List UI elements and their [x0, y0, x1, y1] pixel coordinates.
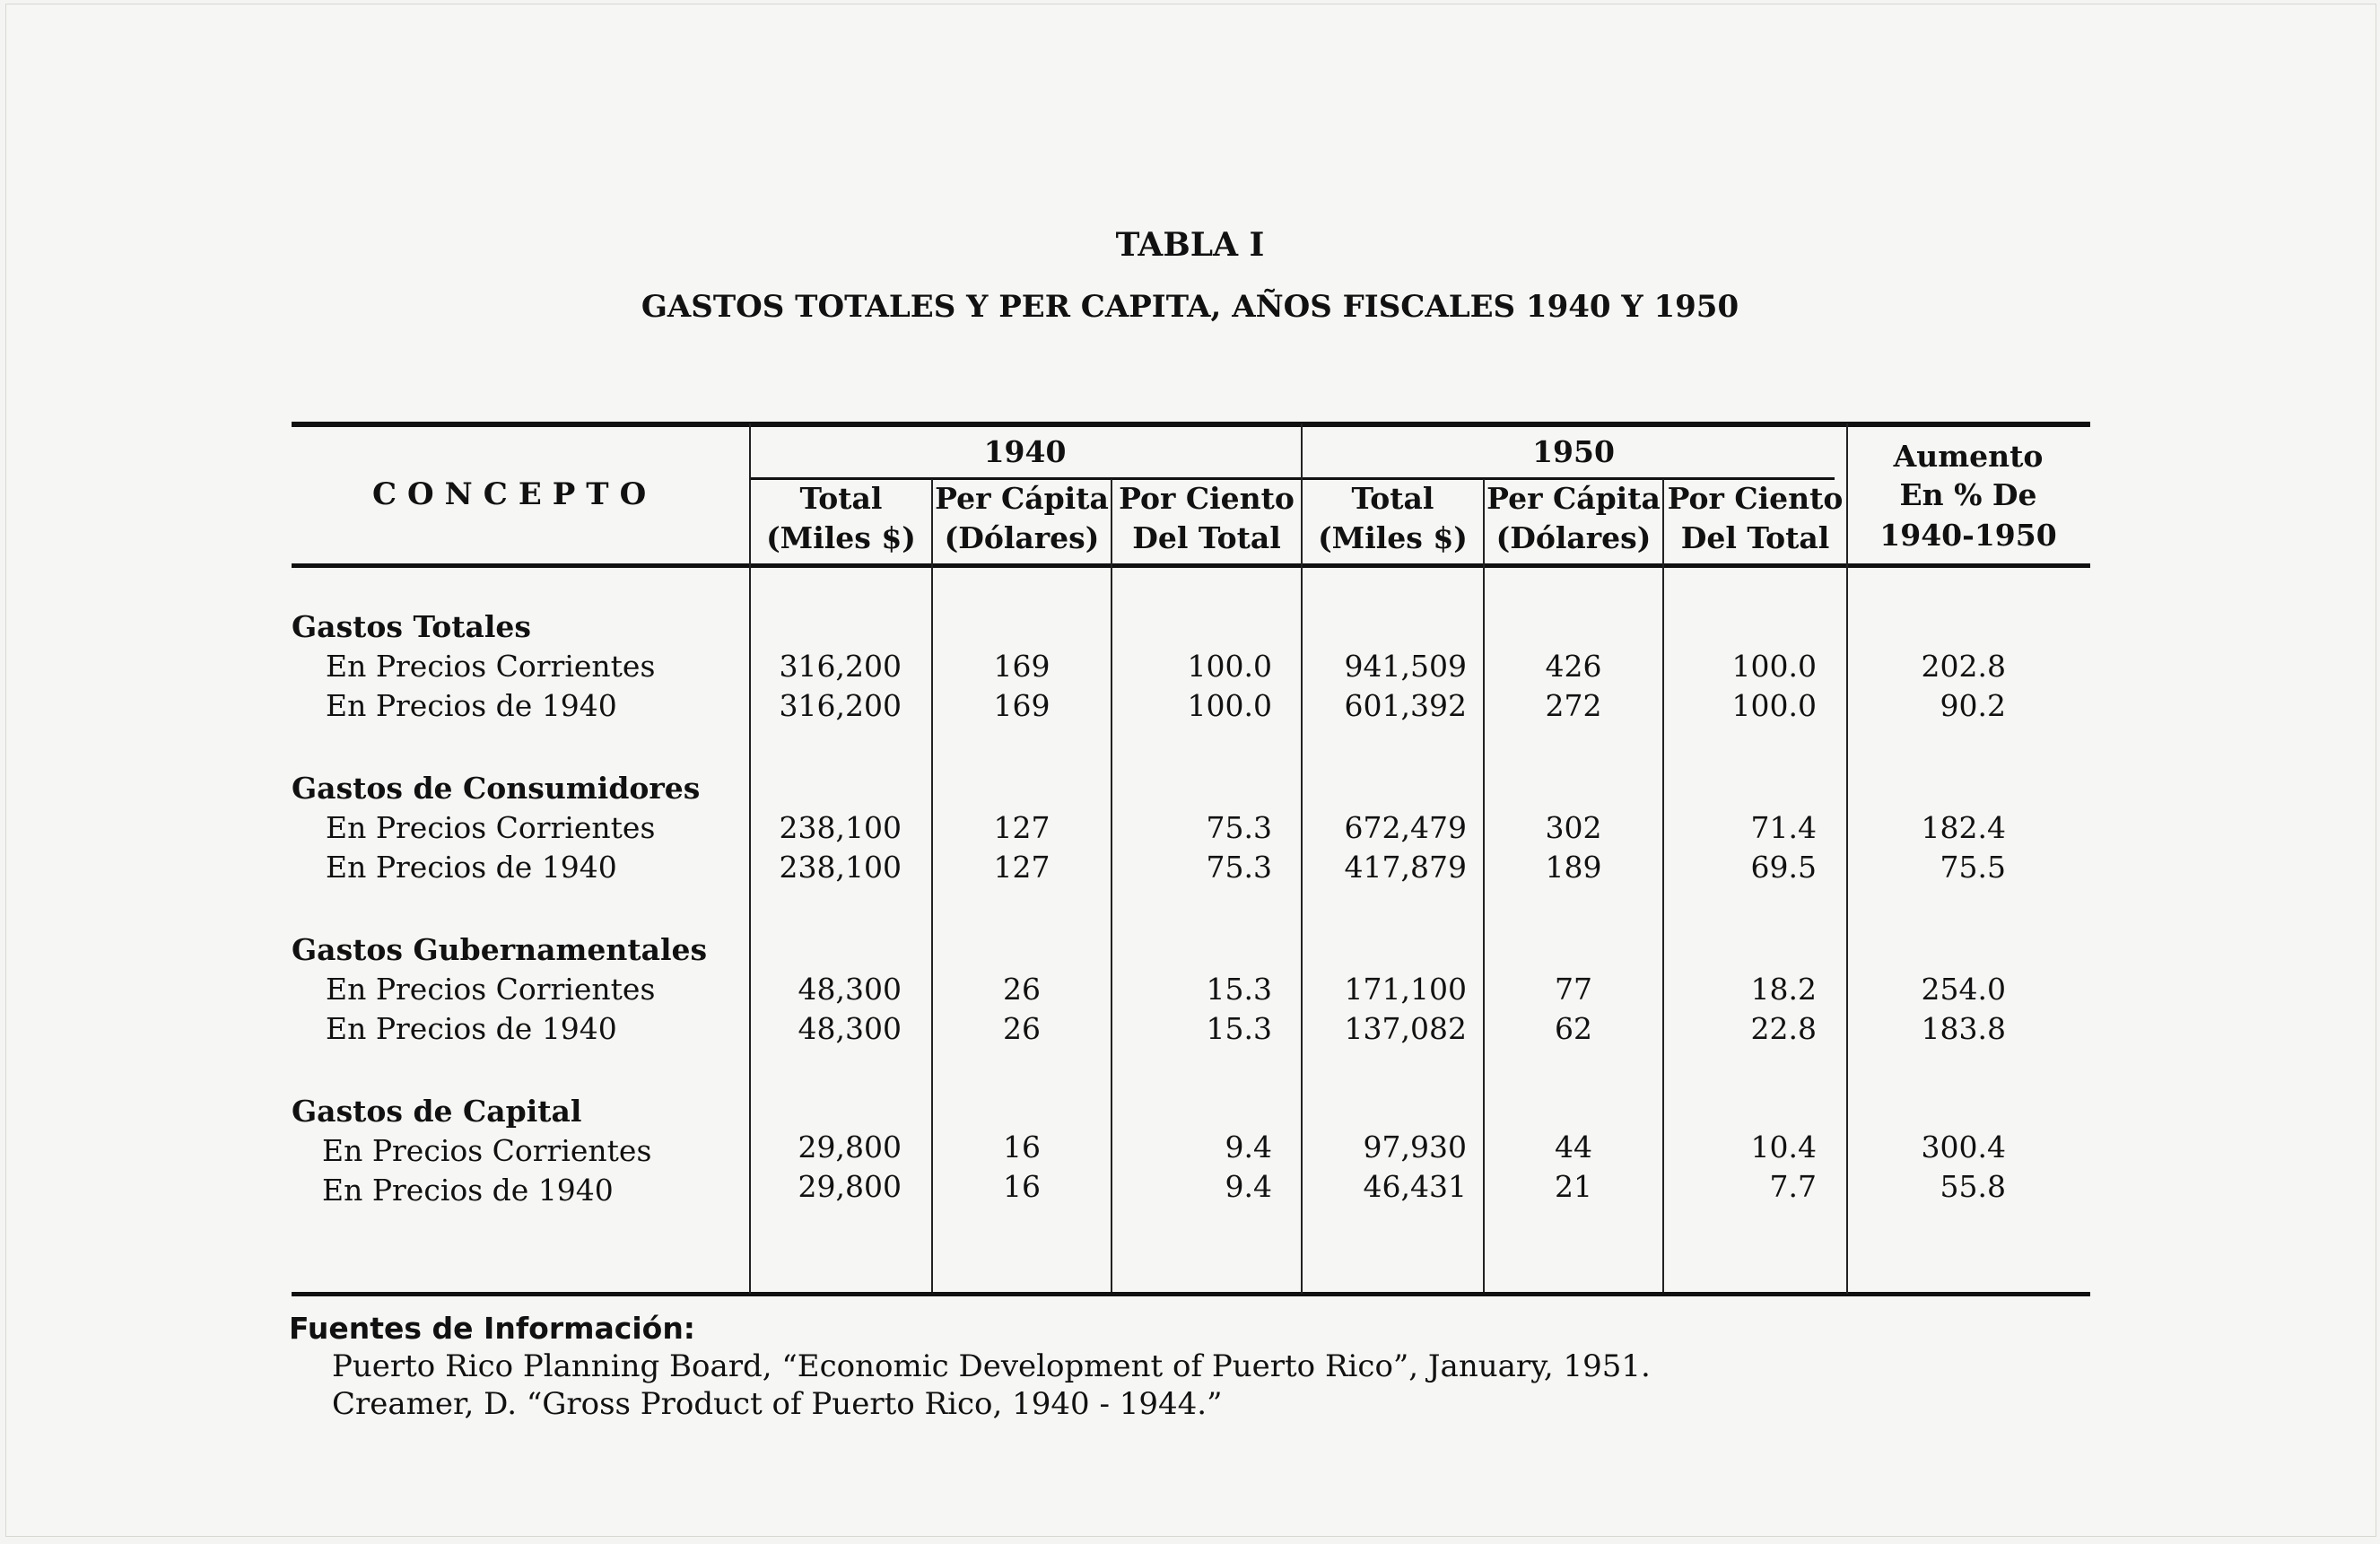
table-cell: 29,800 — [798, 1130, 902, 1165]
table-cell: 941,509 — [1344, 649, 1467, 684]
table-cell: 22.8 — [1750, 1011, 1817, 1046]
table-cell: 90.2 — [1940, 688, 2006, 723]
increase-header-line2: En % De — [1899, 477, 2037, 512]
table-cell: 7.7 — [1769, 1169, 1817, 1204]
table-cell: 46,431 — [1363, 1169, 1467, 1204]
year-1940-header: 1940 — [983, 434, 1067, 469]
table-cell: 16 — [1003, 1169, 1041, 1204]
source-line: Puerto Rico Planning Board, “Economic Development of Puerto Rico”, January, 1951. — [332, 1348, 1651, 1384]
row-label: En Precios Corrientes — [326, 649, 656, 684]
table-cell: 100.0 — [1187, 688, 1272, 723]
table-cell: 100.0 — [1731, 688, 1817, 723]
table-cell: 75.3 — [1206, 810, 1272, 845]
subheader-total-1940: Total (Miles $) — [766, 481, 916, 555]
top-rule — [292, 422, 2090, 427]
header-bottom-rule — [292, 563, 2090, 568]
group-title: Gastos de Capital — [292, 1094, 582, 1129]
subheader-percent-1950: Por Ciento Del Total — [1667, 481, 1844, 555]
table-cell: 75.3 — [1206, 850, 1272, 885]
table-cell: 100.0 — [1187, 649, 1272, 684]
group-title: Gastos de Consumidores — [292, 771, 701, 806]
table-cell: 48,300 — [798, 1011, 902, 1046]
table-cell: 75.5 — [1940, 850, 2006, 885]
table-cell: 426 — [1545, 649, 1602, 684]
table-cell: 672,479 — [1344, 810, 1467, 845]
row-label: En Precios Corrientes — [326, 972, 656, 1007]
bottom-rule — [292, 1292, 2090, 1296]
table-cell: 15.3 — [1206, 972, 1272, 1007]
row-label: En Precios de 1940 — [322, 1173, 614, 1208]
concept-header: CONCEPTO — [372, 476, 658, 512]
subheader-total-1950: Total (Miles $) — [1318, 481, 1468, 555]
table-cell: 15.3 — [1206, 1011, 1272, 1046]
table-cell: 77 — [1555, 972, 1592, 1007]
table-cell: 69.5 — [1750, 850, 1817, 885]
table-cell: 183.8 — [1921, 1011, 2006, 1046]
table-cell: 26 — [1003, 1011, 1041, 1046]
table-cell: 238,100 — [779, 810, 902, 845]
sources-title: Fuentes de Información: — [289, 1311, 696, 1346]
group-title: Gastos Gubernamentales — [292, 932, 708, 967]
increase-header-line3: 1940-1950 — [1879, 518, 2057, 553]
subheader-percapita-1950: Per Cápita (Dólares) — [1486, 481, 1661, 555]
row-label: En Precios de 1940 — [326, 850, 617, 885]
subheader-percapita-1940: Per Cápita (Dólares) — [935, 481, 1109, 555]
table-cell: 29,800 — [798, 1169, 902, 1204]
table-cell: 137,082 — [1344, 1011, 1467, 1046]
table-cell: 300.4 — [1921, 1130, 2006, 1165]
year-rule-1940 — [749, 477, 1835, 480]
table-cell: 10.4 — [1750, 1130, 1817, 1165]
table-cell: 417,879 — [1344, 850, 1467, 885]
table-cell: 171,100 — [1344, 972, 1467, 1007]
row-label: En Precios Corrientes — [326, 810, 656, 845]
table-cell: 26 — [1003, 972, 1041, 1007]
table-cell: 254.0 — [1921, 972, 2006, 1007]
table-cell: 44 — [1555, 1130, 1592, 1165]
table-cell: 48,300 — [798, 972, 902, 1007]
table-cell: 202.8 — [1921, 649, 2006, 684]
table-cell: 169 — [993, 688, 1051, 723]
table-cell: 100.0 — [1731, 649, 1817, 684]
table-cell: 316,200 — [779, 688, 902, 723]
table-cell: 9.4 — [1225, 1130, 1272, 1165]
year-1950-header: 1950 — [1532, 434, 1615, 469]
row-label: En Precios de 1940 — [326, 1011, 617, 1046]
group-title: Gastos Totales — [292, 609, 531, 644]
table-cell: 127 — [993, 850, 1051, 885]
table-cell: 238,100 — [779, 850, 902, 885]
table-cell: 21 — [1555, 1169, 1592, 1204]
sources-block — [289, 1310, 1651, 1423]
source-line: Creamer, D. “Gross Product of Puerto Rico, 1940 - 1944.” — [332, 1386, 1223, 1422]
table-label: TABLA I — [1115, 226, 1265, 264]
table-cell: 55.8 — [1940, 1169, 2006, 1204]
table-cell: 71.4 — [1750, 810, 1817, 845]
table-cell: 182.4 — [1921, 810, 2006, 845]
table-cell: 18.2 — [1750, 972, 1817, 1007]
table-cell: 272 — [1545, 688, 1602, 723]
subheader-percent-1940: Por Ciento Del Total — [1119, 481, 1295, 555]
table-cell: 169 — [993, 649, 1051, 684]
table-cell: 302 — [1545, 810, 1602, 845]
expenditure-table — [292, 422, 2090, 1296]
table-cell: 16 — [1003, 1130, 1041, 1165]
table-cell: 9.4 — [1225, 1169, 1272, 1204]
increase-header-line1: Aumento — [1893, 439, 2044, 474]
table-cell: 189 — [1545, 850, 1602, 885]
row-label: En Precios de 1940 — [326, 688, 617, 723]
row-label: En Precios Corrientes — [322, 1133, 652, 1168]
table-cell: 97,930 — [1363, 1130, 1467, 1165]
table-cell: 601,392 — [1344, 688, 1467, 723]
table-cell: 62 — [1555, 1011, 1592, 1046]
page-title: GASTOS TOTALES Y PER CAPITA, AÑOS FISCALES 1940 Y 1950 — [641, 289, 1739, 325]
table-cell: 316,200 — [779, 649, 902, 684]
table-cell: 127 — [993, 810, 1051, 845]
